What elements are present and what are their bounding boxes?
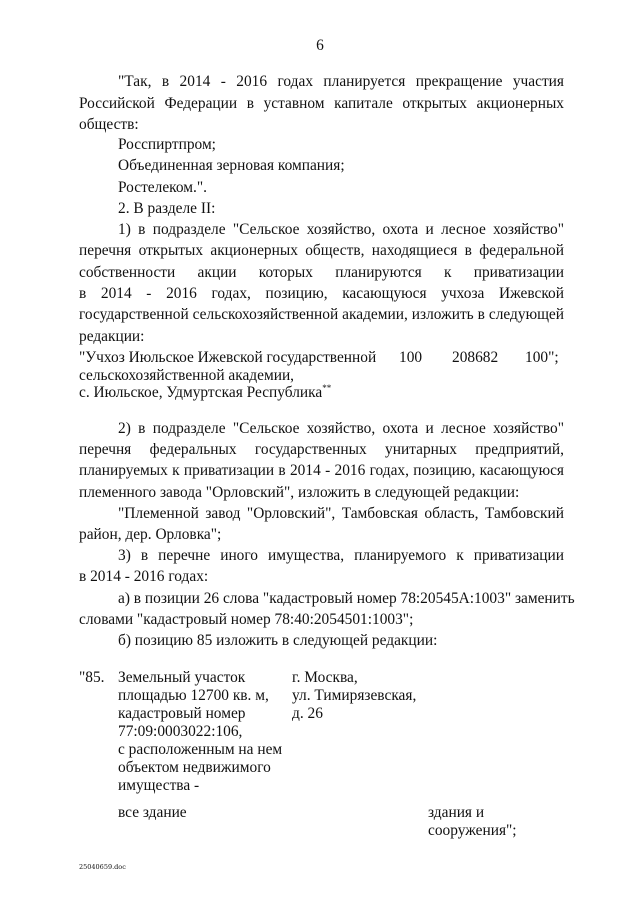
entry-desc-line: площадью 12700 кв. м, xyxy=(118,687,269,704)
entry-desc-line: Земельный участок xyxy=(118,669,246,686)
entry-value: 100"; xyxy=(525,349,559,366)
text-line: перечня открытых акционерных обществ, находящиеся в федеральной xyxy=(79,242,564,259)
text-line: 3) в перечне иного имущества, планируемого к приватизации xyxy=(118,547,564,564)
entry-desc-line: объектом недвижимого xyxy=(118,759,271,776)
item-2-heading: 2. В разделе II: xyxy=(118,200,216,217)
entry-address-line: д. 26 xyxy=(292,705,323,722)
entry-desc-line: кадастровый номер xyxy=(118,705,246,722)
entry-name: сельскохозяйственной академии, xyxy=(79,367,295,384)
text-line: Российской Федерации в уставном капитале открытых акционерных xyxy=(79,95,564,112)
text-line: "Так, в 2014 - 2016 годах планируется прекращение участия xyxy=(118,73,564,90)
entry-desc-line: 77:09:0003022:106, xyxy=(118,723,243,740)
text-line: а) в позиции 26 слова "кадастровый номер 78:20545А:1003" заменить xyxy=(118,590,575,607)
text-line: в 2014 - 2016 годах, позицию, касающуюся учхоза Ижевской xyxy=(79,285,564,302)
page-number: 6 xyxy=(316,37,324,54)
entry-right-line: сооружения"; xyxy=(428,822,517,839)
text-line: б) позицию 85 изложить в следующей редакции: xyxy=(118,632,438,649)
text-line: "Племенной завод "Орловский", Тамбовская область, Тамбовский xyxy=(118,505,564,522)
entry-value: 208682 xyxy=(452,349,499,366)
entry-address-line: г. Москва, xyxy=(292,669,358,686)
text-line: в 2014 - 2016 годах: xyxy=(79,568,209,585)
footnote-mark: ** xyxy=(322,382,332,393)
text-line: 2) в подразделе "Сельское хозяйство, охота и лесное хозяйство" xyxy=(118,420,564,437)
text-line: обществ: xyxy=(79,116,139,133)
entry-value: 100 xyxy=(399,349,423,366)
text-line: редакции: xyxy=(79,328,145,345)
text-line: планируемых к приватизации в 2014 - 2016 годах, позицию, касающуюся xyxy=(79,462,564,479)
list-item: Росспиртпром; xyxy=(118,136,216,153)
list-item: Ростелеком.". xyxy=(118,179,207,196)
list-item: Объединенная зерновая компания; xyxy=(118,157,345,174)
entry-location: с. Июльское, Удмуртская Республика xyxy=(79,384,323,401)
text-line: племенного завода "Орловский", изложить в следующей редакции: xyxy=(79,484,520,501)
text-line: государственной сельскохозяйственной академии, изложить в следующей xyxy=(79,306,564,323)
entry-desc-line: имущества - xyxy=(118,777,200,794)
entry-right-line: здания и xyxy=(428,804,485,821)
text-line: словами "кадастровый номер 78:40:2054501:1003"; xyxy=(79,611,414,628)
text-line: собственности акции которых планируются к приватизации xyxy=(79,264,564,281)
text-line: 1) в подразделе "Сельское хозяйство, охота и лесное хозяйство" xyxy=(118,221,564,238)
entry-name: "Учхоз Июльское Ижевской государственной xyxy=(79,349,377,366)
footer-filename: 25040659.doc xyxy=(79,863,126,871)
entry-address-line: ул. Тимирязевская, xyxy=(292,687,417,704)
entry-name xyxy=(79,384,331,402)
entry-desc-line: с расположенным на нем xyxy=(118,741,283,758)
text-line: район, дер. Орловка"; xyxy=(79,526,222,543)
entry-whole-building: все здание xyxy=(118,804,187,821)
text-line: перечня федеральных государственных унитарных предприятий, xyxy=(79,441,564,458)
entry-number: "85. xyxy=(79,669,105,686)
